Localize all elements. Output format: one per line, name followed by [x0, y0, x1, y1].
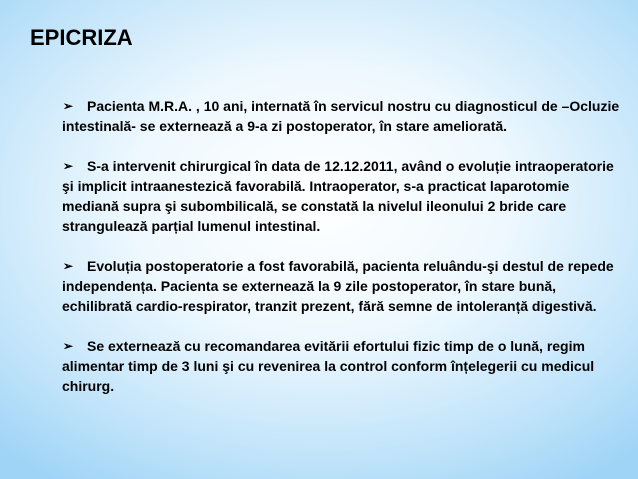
arrowhead-bullet-icon: ➢ — [63, 99, 74, 113]
slide-content — [62, 96, 622, 416]
paragraph-1-text: Pacienta M.R.A. , 10 ani, internată în servicul nostru cu diagnosticul de –Ocluzie intestinală- se externează a 9-a zi postoperator, în stare ameliorată. — [62, 98, 620, 134]
paragraph-3 — [62, 256, 622, 316]
arrowhead-bullet-icon: ➢ — [63, 339, 74, 353]
paragraph-1 — [62, 96, 622, 136]
paragraph-4 — [62, 336, 622, 396]
slide-title: EPICRIZA — [30, 25, 133, 50]
paragraph-3-text: Evoluția postoperatorie a fost favorabilă, pacienta reluându-şi destul de repede independența. Pacienta se externează la 9 zile postoperator, în stare bună, echilibrată cardio-respirator, tranzit prezent, fără semne de intoleranță digestivă. — [62, 258, 614, 314]
paragraph-4-text: Se externează cu recomandarea evitării efortului fizic timp de o lună, regim alimentar timp de 3 luni şi cu revenirea la control conform înțelegerii cu medicul chirurg. — [62, 338, 595, 394]
arrowhead-bullet-icon: ➢ — [63, 159, 74, 173]
paragraph-2-text: S-a intervenit chirurgical în data de 12.12.2011, având o evoluție intraoperatorie şi implicit intraanestezică favorabilă. Intraoperator, s-a practicat laparotomie mediană supra şi subombilicală, se constată la nivelul ileonului 2 bride care strangulează parțial lumenul intestinal. — [62, 158, 614, 234]
paragraph-2 — [62, 156, 622, 236]
arrowhead-bullet-icon: ➢ — [63, 259, 74, 273]
